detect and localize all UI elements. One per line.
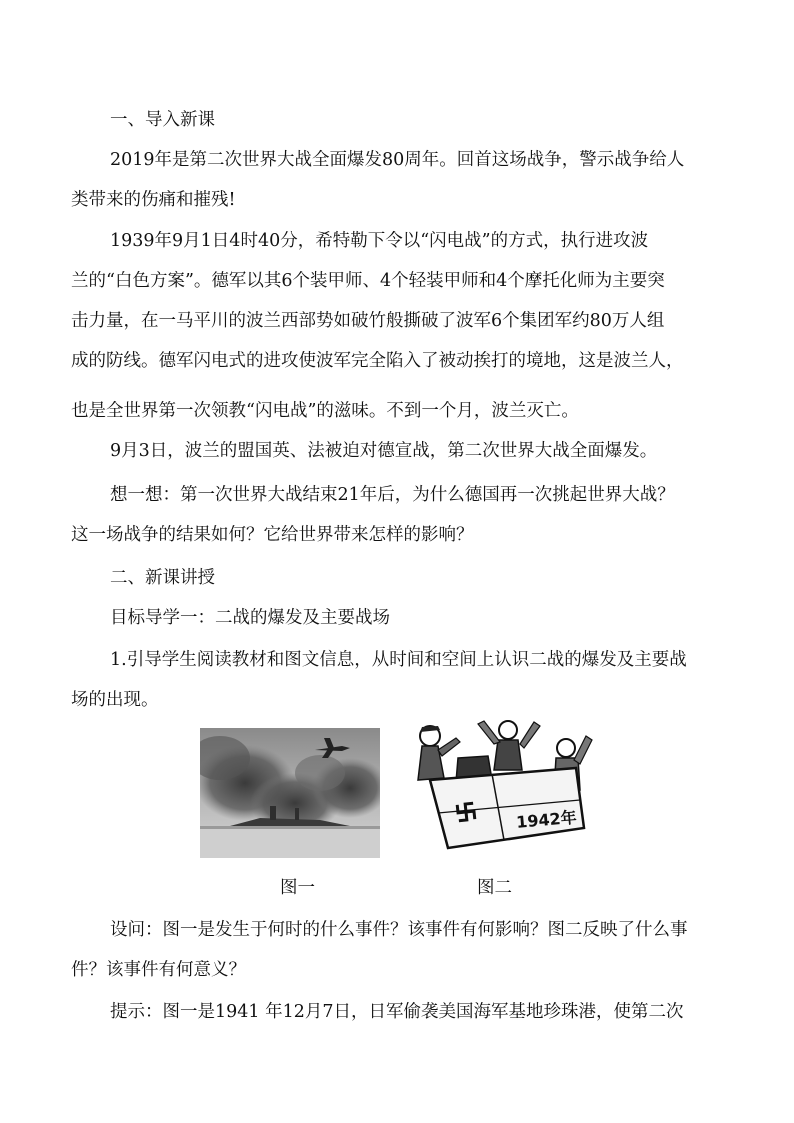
- paragraph-line: 击力量，在一马平川的波兰西部势如破竹般撕破了波军6个集团军约80万人组: [71, 311, 665, 331]
- section-heading-intro: 一、导入新课: [110, 110, 215, 130]
- paragraph-line: 1.引导学生阅读教材和图文信息，从时间和空间上认识二战的爆发及主要战: [110, 650, 687, 670]
- paragraph-line: 类带来的伤痛和摧残!: [71, 190, 236, 210]
- paragraph-line: 件？该事件有何意义？: [71, 960, 246, 980]
- paragraph-line: 2019年是第二次世界大战全面爆发80周年。回首这场战争，警示战争给人: [110, 150, 685, 170]
- figure-two-cartoon: [408, 718, 598, 858]
- figure-one-caption: 图一: [280, 878, 315, 898]
- paragraph-line: 设问：图一是发生于何时的什么事件？该事件有何影响？图二反映了什么事: [110, 920, 688, 940]
- figure-two-box-label: 1942年: [515, 807, 578, 832]
- paragraph-line: 9月3日，波兰的盟国英、法被迫对德宣战，第二次世界大战全面爆发。: [110, 441, 658, 461]
- paragraph-line: 这一场战争的结果如何？它给世界带来怎样的影响？: [71, 525, 474, 545]
- figure-one-photo: [200, 728, 380, 858]
- paragraph-line: 成的防线。德军闪电式的进攻使波军完全陷入了被动挨打的境地，这是波兰人，: [71, 351, 684, 371]
- paragraph-line: 1939年9月1日4时40分，希特勒下令以“闪电战”的方式，执行进攻波: [110, 231, 649, 251]
- paragraph-line: 兰的“白色方案”。德军以其6个装甲师、4个轻装甲师和4个摩托化师为主要突: [71, 271, 665, 291]
- paragraph-line: 场的出现。: [71, 690, 159, 710]
- paragraph-line: 想一想：第一次世界大战结束21年后，为什么德国再一次挑起世界大战？: [110, 485, 675, 505]
- figure-two-caption: 图二: [477, 878, 512, 898]
- paragraph-line: 也是全世界第一次领教“闪电战”的滋味。不到一个月，波兰灭亡。: [71, 401, 579, 421]
- section-heading-new-lesson: 二、新课讲授: [110, 568, 215, 588]
- subheading-goal-one: 目标导学一：二战的爆发及主要战场: [110, 608, 390, 628]
- paragraph-line: 提示：图一是1941 年12月7日，日军偷袭美国海军基地珍珠港，使第二次: [110, 1002, 684, 1022]
